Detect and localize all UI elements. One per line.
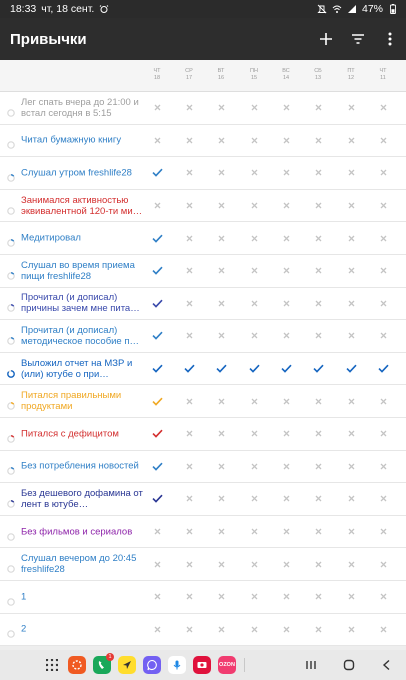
cross-icon[interactable]: [339, 590, 363, 604]
mute-icon: [317, 4, 327, 14]
cross-icon[interactable]: [371, 394, 395, 408]
cross-icon[interactable]: [306, 231, 330, 245]
add-habit-button[interactable]: [310, 18, 342, 60]
habit-row[interactable]: [0, 190, 406, 223]
habit-name[interactable]: Питался с дефицитом: [21, 428, 119, 440]
habit-row[interactable]: [0, 157, 406, 190]
cross-icon[interactable]: [145, 133, 169, 147]
habit-score-ring-icon: [7, 528, 15, 536]
notification-badge: 1: [106, 653, 114, 661]
habit-row[interactable]: [0, 255, 406, 288]
cross-icon[interactable]: [371, 166, 395, 180]
signal-icon: [347, 4, 357, 14]
day-of-week: ЧТ: [153, 68, 161, 74]
day-header: [177, 68, 201, 82]
cross-icon[interactable]: [209, 166, 233, 180]
habit-row[interactable]: [0, 483, 406, 516]
day-header: [145, 68, 169, 82]
cross-icon[interactable]: [339, 133, 363, 147]
cross-icon[interactable]: [209, 525, 233, 539]
habit-name[interactable]: Без фильмов и сериалов: [21, 526, 133, 538]
cross-icon[interactable]: [209, 590, 233, 604]
habit-row[interactable]: [0, 125, 406, 158]
cross-icon[interactable]: [306, 557, 330, 571]
cross-icon[interactable]: [242, 264, 266, 278]
cross-icon[interactable]: [371, 296, 395, 310]
viber-icon[interactable]: [143, 656, 161, 674]
cross-icon[interactable]: [145, 557, 169, 571]
cross-icon[interactable]: [339, 492, 363, 506]
checkmark-icon[interactable]: [339, 362, 363, 376]
habit-name[interactable]: Без потребления новостей: [21, 460, 139, 472]
day-of-week: ВТ: [217, 68, 225, 74]
cross-icon[interactable]: [339, 525, 363, 539]
cross-icon[interactable]: [339, 199, 363, 213]
day-number: 15: [250, 75, 258, 81]
filter-button[interactable]: [342, 18, 374, 60]
checkmark-icon[interactable]: [145, 166, 169, 180]
habit-score-ring-icon: [7, 234, 15, 242]
cross-icon[interactable]: [242, 459, 266, 473]
habit-name[interactable]: Лег спать вчера до 21:00 и встал сегодня в 5:15: [21, 96, 139, 119]
day-number: 16: [217, 75, 225, 81]
cross-icon[interactable]: [209, 231, 233, 245]
more-options-button[interactable]: [374, 18, 406, 60]
cross-icon[interactable]: [274, 459, 298, 473]
cross-icon[interactable]: [177, 101, 201, 115]
cross-icon[interactable]: [339, 427, 363, 441]
day-number: 17: [185, 75, 193, 81]
habit-score-ring-icon: [7, 495, 15, 503]
home-icon: [343, 659, 355, 671]
habit-score-ring-icon: [7, 593, 15, 601]
cross-icon[interactable]: [306, 329, 330, 343]
cross-icon[interactable]: [306, 394, 330, 408]
checkmark-icon[interactable]: [145, 459, 169, 473]
cross-icon[interactable]: [242, 231, 266, 245]
habit-name[interactable]: 1: [21, 591, 27, 603]
navigation-app-icon[interactable]: [118, 656, 136, 674]
cross-icon[interactable]: [274, 231, 298, 245]
cross-icon[interactable]: [242, 590, 266, 604]
cross-icon[interactable]: [274, 133, 298, 147]
cross-icon[interactable]: [306, 622, 330, 636]
cross-icon[interactable]: [306, 590, 330, 604]
checkmark-icon[interactable]: [306, 362, 330, 376]
habit-score-ring-icon: [7, 104, 15, 112]
filter-icon: [351, 33, 365, 45]
cross-icon[interactable]: [242, 557, 266, 571]
day-header: [339, 68, 363, 82]
habit-name[interactable]: Прочитал (и дописал) причины зачем мне пита…: [21, 292, 140, 315]
cross-icon[interactable]: [145, 525, 169, 539]
cross-icon[interactable]: [242, 427, 266, 441]
cross-icon[interactable]: [339, 264, 363, 278]
battery-icon: [388, 4, 398, 14]
habit-score-ring-icon: [7, 332, 15, 340]
cross-icon[interactable]: [371, 459, 395, 473]
habit-score-ring-icon: [7, 560, 15, 568]
checkmark-icon[interactable]: [274, 362, 298, 376]
cross-icon[interactable]: [274, 199, 298, 213]
cross-icon[interactable]: [177, 166, 201, 180]
habit-score-ring-icon: [7, 169, 15, 177]
day-header: [306, 68, 330, 82]
checkmark-icon[interactable]: [145, 492, 169, 506]
cross-icon[interactable]: [371, 427, 395, 441]
cross-icon[interactable]: [371, 329, 395, 343]
more-vert-icon: [388, 32, 392, 46]
cross-icon[interactable]: [274, 166, 298, 180]
habit-name[interactable]: Слушал вечером до 20:45 freshlife28: [21, 553, 137, 576]
cross-icon[interactable]: [209, 264, 233, 278]
habit-score-ring-icon: [7, 397, 15, 405]
checkmark-icon[interactable]: [145, 329, 169, 343]
cross-icon[interactable]: [177, 394, 201, 408]
cross-icon[interactable]: [274, 557, 298, 571]
cross-icon[interactable]: [306, 199, 330, 213]
habit-score-ring-icon: [7, 299, 15, 307]
cross-icon[interactable]: [371, 557, 395, 571]
habit-row[interactable]: [0, 385, 406, 418]
cross-icon[interactable]: [339, 166, 363, 180]
cross-icon[interactable]: [209, 329, 233, 343]
cross-icon[interactable]: [274, 427, 298, 441]
dock-app-label: OZON: [219, 662, 235, 668]
ozon-icon[interactable]: [218, 656, 236, 674]
page-title: Привычки: [10, 30, 87, 48]
cross-icon[interactable]: [209, 199, 233, 213]
cross-icon[interactable]: [242, 329, 266, 343]
checkmark-icon[interactable]: [145, 362, 169, 376]
checkmark-icon[interactable]: [209, 362, 233, 376]
day-number: 12: [347, 75, 355, 81]
cross-icon[interactable]: [371, 101, 395, 115]
habit-row[interactable]: [0, 320, 406, 353]
cross-icon[interactable]: [177, 199, 201, 213]
cross-icon[interactable]: [145, 199, 169, 213]
cross-icon[interactable]: [209, 101, 233, 115]
cross-icon[interactable]: [339, 231, 363, 245]
cross-icon[interactable]: [339, 101, 363, 115]
status-date: чт, 18 сент.: [41, 3, 95, 15]
cross-icon[interactable]: [371, 199, 395, 213]
cross-icon[interactable]: [274, 101, 298, 115]
video-app-icon[interactable]: [193, 656, 211, 674]
habit-row[interactable]: [0, 581, 406, 614]
recent-apps-button[interactable]: [292, 650, 330, 680]
checkmark-icon[interactable]: [145, 231, 169, 245]
cross-icon[interactable]: [145, 590, 169, 604]
cross-icon[interactable]: [177, 622, 201, 636]
day-of-week: ПН: [250, 68, 258, 74]
cross-icon[interactable]: [242, 296, 266, 310]
habit-score-ring-icon: [7, 267, 15, 275]
cross-icon[interactable]: [306, 133, 330, 147]
day-header: [242, 68, 266, 82]
days-header: [0, 60, 406, 92]
voice-assistant-icon[interactable]: [168, 656, 186, 674]
cross-icon[interactable]: [274, 525, 298, 539]
cross-icon[interactable]: [371, 525, 395, 539]
day-number: 18: [153, 75, 161, 81]
cross-icon[interactable]: [274, 296, 298, 310]
cross-icon[interactable]: [274, 394, 298, 408]
cross-icon[interactable]: [306, 101, 330, 115]
cross-icon[interactable]: [242, 133, 266, 147]
apps-grid-icon[interactable]: [43, 656, 61, 674]
day-number: 11: [380, 75, 386, 81]
cross-icon[interactable]: [371, 133, 395, 147]
alarm-icon: [99, 4, 109, 14]
habit-row[interactable]: [0, 451, 406, 484]
app-bar: [0, 18, 406, 60]
cross-icon[interactable]: [145, 622, 169, 636]
habit-score-ring-icon: [7, 462, 15, 470]
cross-icon[interactable]: [209, 296, 233, 310]
dock-divider: [244, 658, 245, 672]
checkmark-icon[interactable]: [145, 394, 169, 408]
cross-icon[interactable]: [339, 557, 363, 571]
cross-icon[interactable]: [306, 166, 330, 180]
checkmark-icon[interactable]: [371, 362, 395, 376]
cross-icon[interactable]: [177, 231, 201, 245]
cross-icon[interactable]: [177, 329, 201, 343]
day-of-week: СР: [185, 68, 193, 74]
recent-apps-icon: [305, 659, 317, 671]
cross-icon[interactable]: [339, 296, 363, 310]
habit-score-ring-icon: [7, 136, 15, 144]
plus-icon: [319, 32, 333, 46]
cross-icon[interactable]: [306, 264, 330, 278]
habit-row[interactable]: [0, 288, 406, 321]
habit-name[interactable]: Слушал утром freshlife28: [21, 167, 132, 179]
cross-icon[interactable]: [177, 459, 201, 473]
app-dock: [0, 656, 236, 674]
habit-row[interactable]: [0, 516, 406, 549]
app-orange-icon[interactable]: [68, 656, 86, 674]
habit-score-ring-icon: [7, 365, 15, 373]
cross-icon[interactable]: [145, 101, 169, 115]
habit-row[interactable]: [0, 614, 406, 647]
checkmark-icon[interactable]: [177, 362, 201, 376]
cross-icon[interactable]: [371, 264, 395, 278]
cross-icon[interactable]: [339, 329, 363, 343]
phone-app-icon[interactable]: [93, 656, 111, 674]
cross-icon[interactable]: [242, 525, 266, 539]
habit-score-ring-icon: [7, 202, 15, 210]
cross-icon[interactable]: [274, 264, 298, 278]
cross-icon[interactable]: [177, 133, 201, 147]
habit-score-ring-icon: [7, 625, 15, 633]
navigation-bar: [0, 650, 406, 680]
cross-icon[interactable]: [339, 459, 363, 473]
cross-icon[interactable]: [306, 459, 330, 473]
cross-icon[interactable]: [177, 296, 201, 310]
cross-icon[interactable]: [371, 492, 395, 506]
status-time: 18:33: [10, 3, 37, 15]
day-of-week: ВС: [282, 68, 290, 74]
habit-name[interactable]: 2: [21, 623, 27, 635]
habit-row[interactable]: [0, 353, 406, 386]
cross-icon[interactable]: [209, 622, 233, 636]
cross-icon[interactable]: [242, 622, 266, 636]
cross-icon[interactable]: [209, 427, 233, 441]
cross-icon[interactable]: [209, 492, 233, 506]
cross-icon[interactable]: [209, 557, 233, 571]
day-number: 14: [282, 75, 290, 81]
cross-icon[interactable]: [242, 166, 266, 180]
day-number: 13: [314, 75, 322, 81]
cross-icon[interactable]: [306, 427, 330, 441]
habit-name[interactable]: Без дешевого дофамина от лент в ютубе…: [21, 487, 143, 510]
habit-name[interactable]: Прочитал (и дописал) методическое пособие п…: [21, 324, 140, 347]
cross-icon[interactable]: [209, 133, 233, 147]
day-header: [274, 68, 298, 82]
habit-row[interactable]: [0, 418, 406, 451]
cross-icon[interactable]: [242, 101, 266, 115]
cross-icon[interactable]: [209, 459, 233, 473]
cross-icon[interactable]: [371, 622, 395, 636]
day-header: [209, 68, 233, 82]
cross-icon[interactable]: [339, 394, 363, 408]
habit-score-ring-icon: [7, 430, 15, 438]
habit-name[interactable]: Медитировал: [21, 232, 81, 244]
cross-icon[interactable]: [306, 492, 330, 506]
home-button[interactable]: [330, 650, 368, 680]
habit-name[interactable]: Слушал во время приема пищи freshlife28: [21, 259, 135, 282]
habit-list: [0, 92, 406, 650]
day-of-week: СБ: [314, 68, 322, 74]
cross-icon[interactable]: [177, 590, 201, 604]
checkmark-icon[interactable]: [145, 264, 169, 278]
cross-icon[interactable]: [177, 264, 201, 278]
cross-icon[interactable]: [339, 622, 363, 636]
cross-icon[interactable]: [177, 557, 201, 571]
wifi-icon: [332, 4, 342, 14]
habit-name[interactable]: Питался правильными продуктами: [21, 390, 122, 413]
day-of-week: ПТ: [347, 68, 355, 74]
cross-icon[interactable]: [274, 492, 298, 506]
habit-name[interactable]: Выложил отчет на МЗР и (или) ютубе о при…: [21, 357, 133, 380]
cross-icon[interactable]: [209, 394, 233, 408]
cross-icon[interactable]: [274, 590, 298, 604]
battery-percent: 47%: [361, 3, 383, 15]
cross-icon[interactable]: [177, 427, 201, 441]
back-button[interactable]: [368, 650, 406, 680]
habit-row[interactable]: [0, 222, 406, 255]
cross-icon[interactable]: [371, 590, 395, 604]
habit-row[interactable]: [0, 92, 406, 125]
checkmark-icon[interactable]: [145, 296, 169, 310]
habit-name[interactable]: Занимался активностью эквивалентной 120-ти ми…: [21, 194, 143, 217]
back-icon: [381, 659, 393, 671]
day-of-week: ЧТ: [379, 68, 387, 74]
cross-icon[interactable]: [177, 525, 201, 539]
status-bar: [0, 0, 406, 18]
habit-row[interactable]: [0, 548, 406, 581]
cross-icon[interactable]: [371, 231, 395, 245]
day-header: [371, 68, 395, 82]
checkmark-icon[interactable]: [242, 362, 266, 376]
cross-icon[interactable]: [274, 622, 298, 636]
cross-icon[interactable]: [242, 492, 266, 506]
cross-icon[interactable]: [306, 296, 330, 310]
cross-icon[interactable]: [274, 329, 298, 343]
cross-icon[interactable]: [306, 525, 330, 539]
checkmark-icon[interactable]: [145, 427, 169, 441]
cross-icon[interactable]: [242, 394, 266, 408]
cross-icon[interactable]: [177, 492, 201, 506]
habit-name[interactable]: Читал бумажную книгу: [21, 134, 122, 146]
cross-icon[interactable]: [242, 199, 266, 213]
